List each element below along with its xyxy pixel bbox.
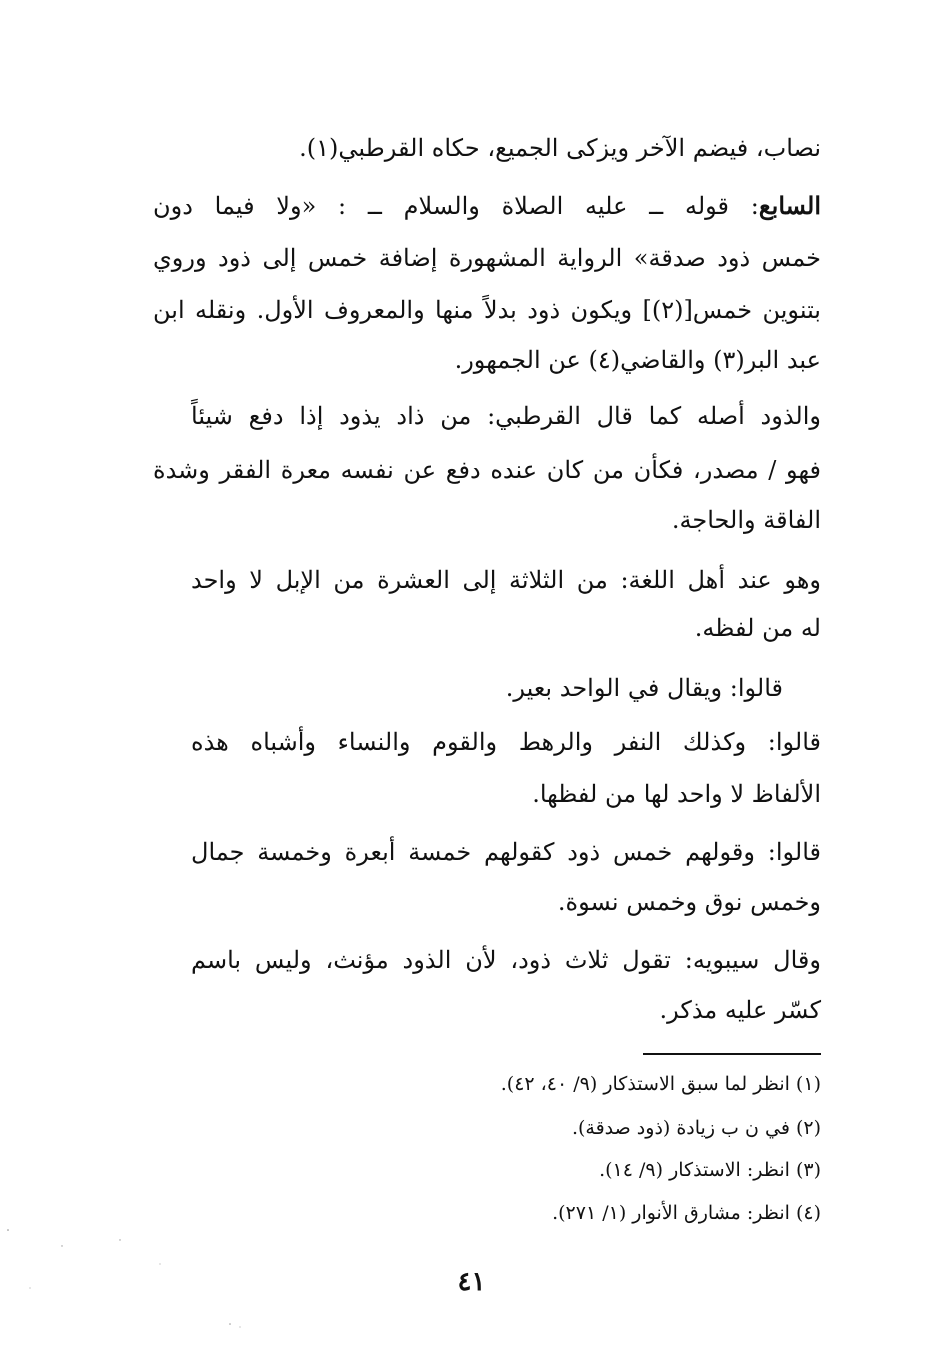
text-line-3: خمس ذود صدقة» الرواية المشهورة إضافة خمس إلى ذود وروي [153, 244, 821, 272]
scan-specks [0, 1218, 260, 1338]
text-line-14: قالوا: وقولهم خمس ذود كقولهم خمسة أبعرة وخمسة جمال [191, 838, 821, 866]
text-line-7: فهو / مصدر، فكأن من كان عنده دفع عن نفسه معرة الفقر وشدة [153, 456, 821, 484]
text-line-11: قالوا: ويقال في الواحد بعير. [505, 674, 783, 702]
text-line-13: الألفاظ لا واحد لها من لفظها. [532, 780, 821, 808]
text-line-4: بتنوين خمس[(٢)] ويكون ذود بدلاً منها والمعروف الأول. ونقله ابن [153, 296, 821, 324]
page-number: ٤١ [457, 1267, 486, 1297]
section-keyword: السابع [758, 191, 822, 220]
footnote-separator [643, 1053, 821, 1055]
text-line-16: وقال سيبويه: تقول ثلاث ذود، لأن الذود مؤنث، وليس باسم [191, 946, 821, 974]
footnote-3: (٣) انظر: الاستذكار (٩/ ١٤). [599, 1159, 821, 1181]
footnote-2: (٢) في ن ب زيادة (ذود صدقة). [571, 1117, 821, 1139]
text-line-15: وخمس نوق وخمس نسوة. [557, 888, 821, 916]
text-line-6: والذود أصله كما قال القرطبي: من ذاد يذود إذا دفع شيئاً [191, 402, 821, 430]
text-line-12: قالوا: وكذلك النفر والرهط والقوم والنساء وأشباه هذه [191, 728, 821, 756]
text-line-10: له من لفظه. [694, 614, 821, 642]
text-line-2: السابع: قوله ــ عليه الصلاة والسلام ــ : «ولا فيما دون [153, 191, 822, 220]
text-line-17: كسّر عليه مذكر. [659, 996, 821, 1024]
text-line-9: وهو عند أهل اللغة: من الثلاثة إلى العشرة من الإبل لا واحد [191, 566, 821, 594]
footnote-4: (٤) انظر: مشارق الأنوار (١/ ٢٧١). [552, 1202, 821, 1224]
footnote-1: (١) انظر لما سبق الاستذكار (٩/ ٤٠، ٤٢). [500, 1073, 821, 1095]
text-line-1: نصاب، فيضم الآخر ويزكى الجميع، حكاه القرطبي(١). [299, 134, 821, 162]
text-line-5: عبد البر(٣) والقاضي(٤) عن الجمهور. [454, 346, 821, 374]
text-line-8: الفاقة والحاجة. [671, 506, 821, 534]
